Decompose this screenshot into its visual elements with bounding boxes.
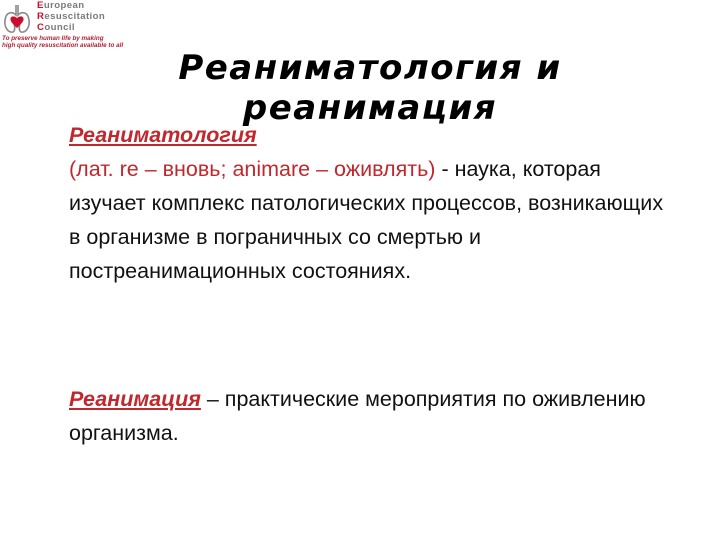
- logo-line-2: Resuscitation: [37, 10, 106, 22]
- logo-tagline: [2, 35, 123, 50]
- term-reanimatology: Реаниматология: [69, 123, 257, 147]
- etymology: (лат. re – вновь; animare – оживлять): [69, 157, 436, 181]
- logo-line-1: European: [37, 0, 85, 11]
- heart-lungs-logo-icon: [2, 2, 32, 36]
- slide-title: Реаниматология и реанимация: [178, 48, 562, 128]
- definition-1-text: - наука, которая изучает комплекс патологических процессов, возникающих в организме в пограничных со смертью и постреанимационных состояниях.: [69, 157, 664, 283]
- logo-wordmark: [37, 1, 105, 33]
- definition-2-text: – практические мероприятия по оживлению организма.: [69, 387, 646, 445]
- definition-reanimation: [69, 382, 669, 450]
- definition-reanimatology: [69, 118, 669, 288]
- logo-tagline-line-1: To preserve human life by making: [2, 35, 104, 42]
- erc-logo: [0, 0, 122, 52]
- logo-tagline-line-2: high quality resuscitation available to all: [2, 42, 124, 50]
- logo-line-3: Council: [37, 21, 75, 33]
- term-reanimation: Реанимация: [69, 387, 201, 411]
- definition-1-term-line: [69, 118, 669, 152]
